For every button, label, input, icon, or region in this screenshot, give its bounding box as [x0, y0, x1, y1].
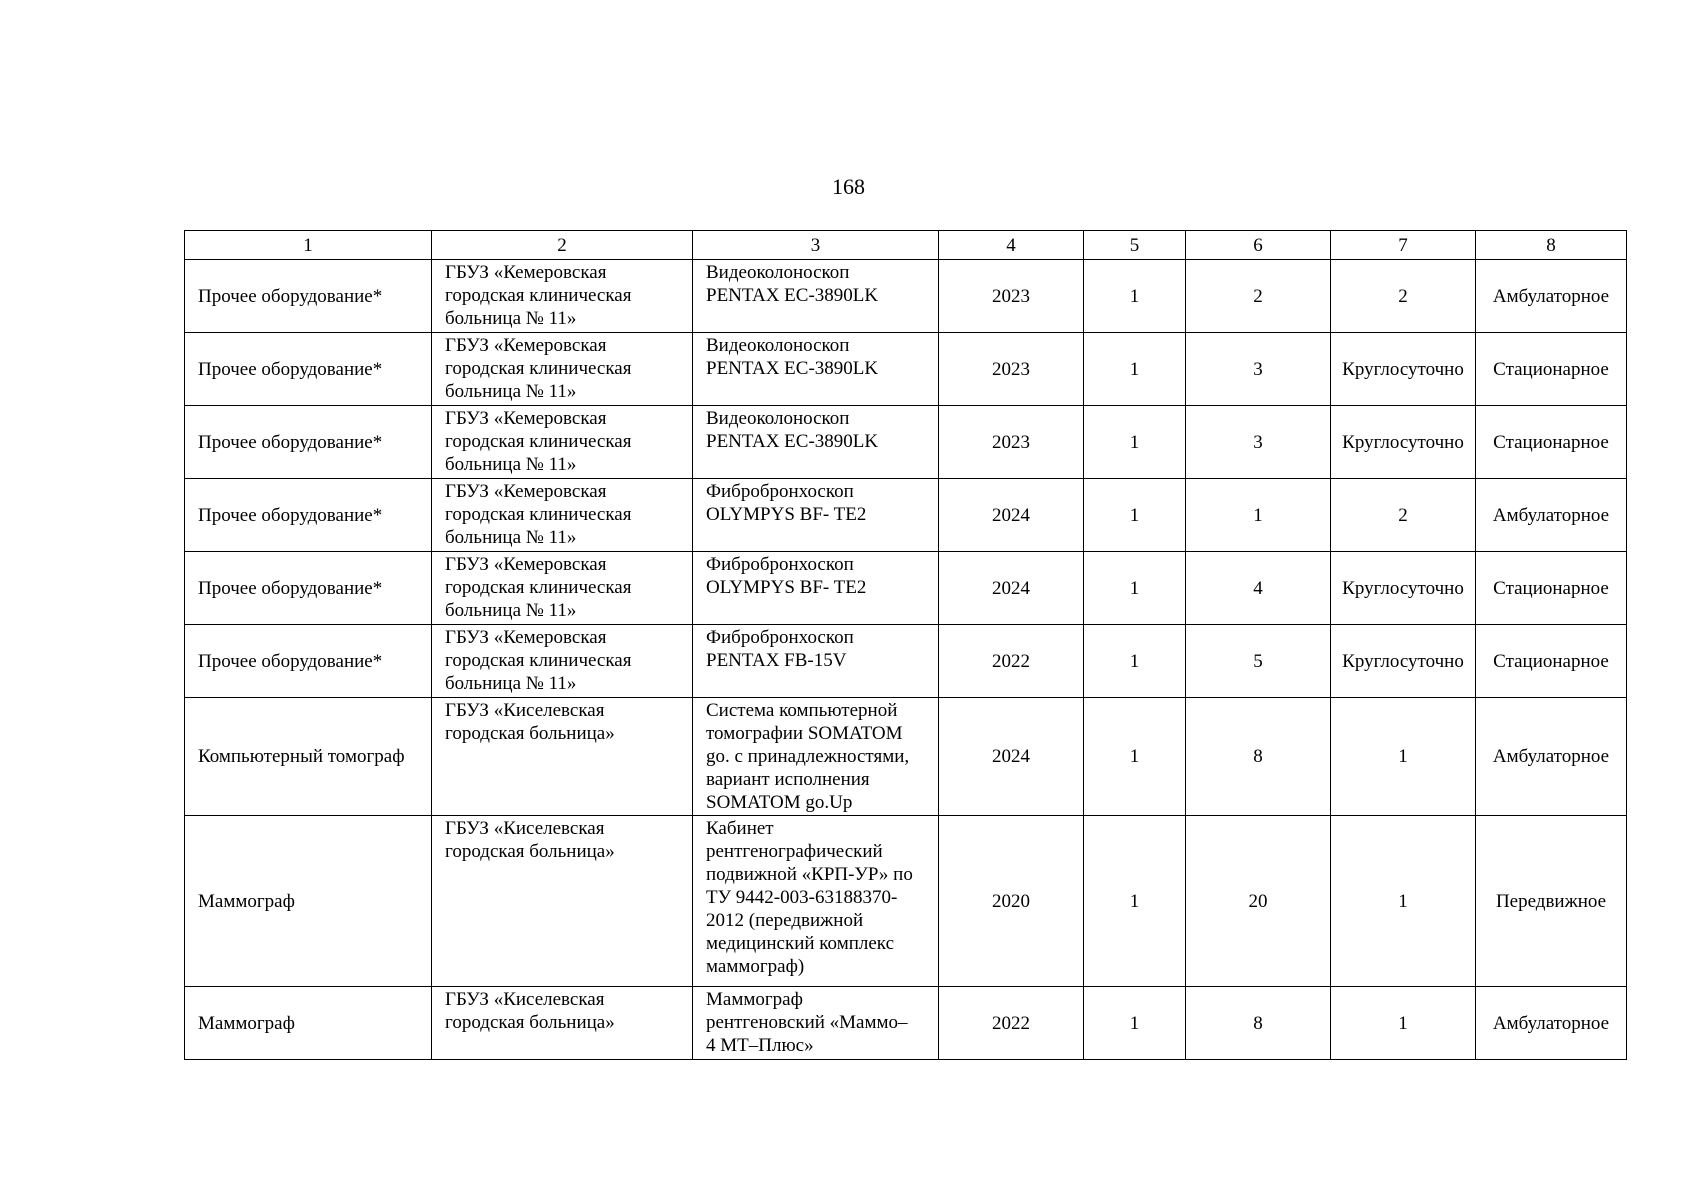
model-cell-line: Видеоколоноскоп — [706, 335, 850, 356]
organization-cell-line: ГБУЗ «Киселевская — [445, 989, 605, 1010]
table-row — [185, 552, 1627, 625]
model-cell-line: OLYMPYS BF- TE2 — [706, 577, 867, 598]
model-cell — [693, 816, 939, 987]
model-cell-line: рентгеновский «Маммо– — [706, 1012, 908, 1033]
care-mode-cell: Стационарное — [1476, 625, 1627, 698]
model-cell-line: PENTAX EC-3890LK — [706, 358, 879, 379]
care-mode-cell: Стационарное — [1476, 406, 1627, 479]
organization-cell-line: больница № 11» — [445, 308, 577, 329]
column-6-cell: 3 — [1186, 406, 1331, 479]
column-6-cell: 3 — [1186, 333, 1331, 406]
organization-cell — [432, 333, 693, 406]
organization-cell-line: городская клиническая — [445, 504, 632, 525]
organization-cell-line: больница № 11» — [445, 381, 577, 402]
column-6-cell: 8 — [1186, 698, 1331, 816]
schedule-cell: Круглосуточно — [1331, 333, 1476, 406]
table-row — [185, 260, 1627, 333]
schedule-cell: Круглосуточно — [1331, 552, 1476, 625]
header-row — [185, 231, 1627, 260]
model-cell-line: PENTAX EC-3890LK — [706, 431, 879, 452]
column-header: 5 — [1084, 231, 1186, 260]
column-header: 6 — [1186, 231, 1331, 260]
year-cell: 2024 — [939, 479, 1084, 552]
care-mode-cell: Амбулаторное — [1476, 479, 1627, 552]
model-cell-line: Видеоколоноскоп — [706, 408, 850, 429]
page-number: 168 — [832, 174, 865, 199]
column-6-cell: 8 — [1186, 987, 1331, 1060]
year-cell: 2020 — [939, 816, 1084, 987]
model-cell-line: SOMATOM go.Up — [706, 792, 853, 813]
quantity-cell: 1 — [1084, 552, 1186, 625]
organization-cell — [432, 406, 693, 479]
column-header: 8 — [1476, 231, 1627, 260]
organization-cell — [432, 479, 693, 552]
quantity-cell: 1 — [1084, 406, 1186, 479]
column-header: 4 — [939, 231, 1084, 260]
organization-cell — [432, 260, 693, 333]
column-6-cell: 2 — [1186, 260, 1331, 333]
organization-cell-line: ГБУЗ «Кемеровская — [445, 408, 607, 429]
table-row — [185, 625, 1627, 698]
schedule-cell: 2 — [1331, 479, 1476, 552]
organization-cell-line: ГБУЗ «Кемеровская — [445, 481, 607, 502]
year-cell: 2023 — [939, 406, 1084, 479]
organization-cell-line: больница № 11» — [445, 454, 577, 475]
model-cell-line: 4 МТ–Плюс» — [706, 1035, 814, 1056]
table-row — [185, 816, 1627, 987]
model-cell — [693, 625, 939, 698]
model-cell-line: Система компьютерной — [706, 700, 898, 721]
quantity-cell: 1 — [1084, 625, 1186, 698]
model-cell — [693, 260, 939, 333]
model-cell-line: медицинский комплекс — [706, 933, 894, 954]
organization-cell-line: городская клиническая — [445, 577, 632, 598]
equipment-type-cell: Прочее оборудование* — [185, 552, 432, 625]
organization-cell — [432, 552, 693, 625]
quantity-cell: 1 — [1084, 333, 1186, 406]
organization-cell-line: ГБУЗ «Кемеровская — [445, 262, 607, 283]
organization-cell-line: городская клиническая — [445, 358, 632, 379]
organization-cell-line: больница № 11» — [445, 527, 577, 548]
care-mode-cell: Передвижное — [1476, 816, 1627, 987]
year-cell: 2024 — [939, 552, 1084, 625]
year-cell: 2023 — [939, 333, 1084, 406]
year-cell: 2022 — [939, 987, 1084, 1060]
organization-cell-line: ГБУЗ «Кемеровская — [445, 554, 607, 575]
model-cell-line: маммограф) — [706, 956, 805, 977]
model-cell-line: Фибробронхоскоп — [706, 627, 854, 648]
equipment-type-cell: Маммограф — [185, 987, 432, 1060]
care-mode-cell: Амбулаторное — [1476, 260, 1627, 333]
equipment-type-cell: Прочее оборудование* — [185, 406, 432, 479]
column-header: 7 — [1331, 231, 1476, 260]
organization-cell-line: городская клиническая — [445, 431, 632, 452]
model-cell-line: Маммограф — [706, 989, 803, 1010]
organization-cell-line: ГБУЗ «Киселевская — [445, 700, 605, 721]
year-cell: 2022 — [939, 625, 1084, 698]
schedule-cell: 1 — [1331, 816, 1476, 987]
quantity-cell: 1 — [1084, 260, 1186, 333]
organization-cell — [432, 698, 693, 816]
equipment-type-cell: Маммограф — [185, 816, 432, 987]
model-cell — [693, 479, 939, 552]
schedule-cell: Круглосуточно — [1331, 406, 1476, 479]
model-cell-line: рентгенографический — [706, 841, 883, 862]
organization-cell-line: городская клиническая — [445, 650, 632, 671]
organization-cell-line: ГБУЗ «Киселевская — [445, 818, 605, 839]
table-row — [185, 698, 1627, 816]
equipment-table — [184, 230, 1627, 1060]
table-row — [185, 479, 1627, 552]
model-cell-line: Фибробронхоскоп — [706, 481, 854, 502]
model-cell — [693, 698, 939, 816]
model-cell — [693, 987, 939, 1060]
organization-cell — [432, 987, 693, 1060]
model-cell-line: Кабинет — [706, 818, 774, 839]
organization-cell — [432, 625, 693, 698]
year-cell: 2023 — [939, 260, 1084, 333]
equipment-type-cell: Прочее оборудование* — [185, 625, 432, 698]
organization-cell-line: городская больница» — [445, 841, 615, 862]
schedule-cell: Круглосуточно — [1331, 625, 1476, 698]
model-cell-line: PENTAX FB-15V — [706, 650, 847, 671]
model-cell-line: томографии SOMATOM — [706, 723, 903, 744]
quantity-cell: 1 — [1084, 816, 1186, 987]
table-body — [185, 231, 1627, 1060]
schedule-cell: 2 — [1331, 260, 1476, 333]
column-6-cell: 20 — [1186, 816, 1331, 987]
column-6-cell: 1 — [1186, 479, 1331, 552]
schedule-cell: 1 — [1331, 987, 1476, 1060]
model-cell-line: OLYMPYS BF- TE2 — [706, 504, 867, 525]
care-mode-cell: Амбулаторное — [1476, 698, 1627, 816]
equipment-type-cell: Прочее оборудование* — [185, 260, 432, 333]
organization-cell-line: городская клиническая — [445, 285, 632, 306]
model-cell-line: PENTAX EC-3890LK — [706, 285, 879, 306]
care-mode-cell: Амбулаторное — [1476, 987, 1627, 1060]
quantity-cell: 1 — [1084, 987, 1186, 1060]
year-cell: 2024 — [939, 698, 1084, 816]
model-cell-line: вариант исполнения — [706, 769, 870, 790]
column-6-cell: 4 — [1186, 552, 1331, 625]
equipment-type-cell: Компьютерный томограф — [185, 698, 432, 816]
organization-cell — [432, 816, 693, 987]
organization-cell-line: больница № 11» — [445, 600, 577, 621]
equipment-type-cell: Прочее оборудование* — [185, 479, 432, 552]
model-cell-line: подвижной «КРП-УР» по — [706, 864, 913, 885]
organization-cell-line: ГБУЗ «Кемеровская — [445, 335, 607, 356]
model-cell-line: 2012 (передвижной — [706, 910, 864, 931]
model-cell-line: ТУ 9442-003-63188370- — [706, 887, 898, 908]
organization-cell-line: больница № 11» — [445, 673, 577, 694]
column-header: 1 — [185, 231, 432, 260]
organization-cell-line: ГБУЗ «Кемеровская — [445, 627, 607, 648]
model-cell — [693, 333, 939, 406]
model-cell — [693, 552, 939, 625]
model-cell — [693, 406, 939, 479]
organization-cell-line: городская больница» — [445, 723, 615, 744]
model-cell-line: go. с принадлежностями, — [706, 746, 910, 767]
column-6-cell: 5 — [1186, 625, 1331, 698]
quantity-cell: 1 — [1084, 698, 1186, 816]
care-mode-cell: Стационарное — [1476, 552, 1627, 625]
column-header: 2 — [432, 231, 693, 260]
column-header: 3 — [693, 231, 939, 260]
model-cell-line: Фибробронхоскоп — [706, 554, 854, 575]
equipment-type-cell: Прочее оборудование* — [185, 333, 432, 406]
care-mode-cell: Стационарное — [1476, 333, 1627, 406]
organization-cell-line: городская больница» — [445, 1012, 615, 1033]
schedule-cell: 1 — [1331, 698, 1476, 816]
table-row — [185, 987, 1627, 1060]
table-row — [185, 333, 1627, 406]
table-row — [185, 406, 1627, 479]
model-cell-line: Видеоколоноскоп — [706, 262, 850, 283]
quantity-cell: 1 — [1084, 479, 1186, 552]
